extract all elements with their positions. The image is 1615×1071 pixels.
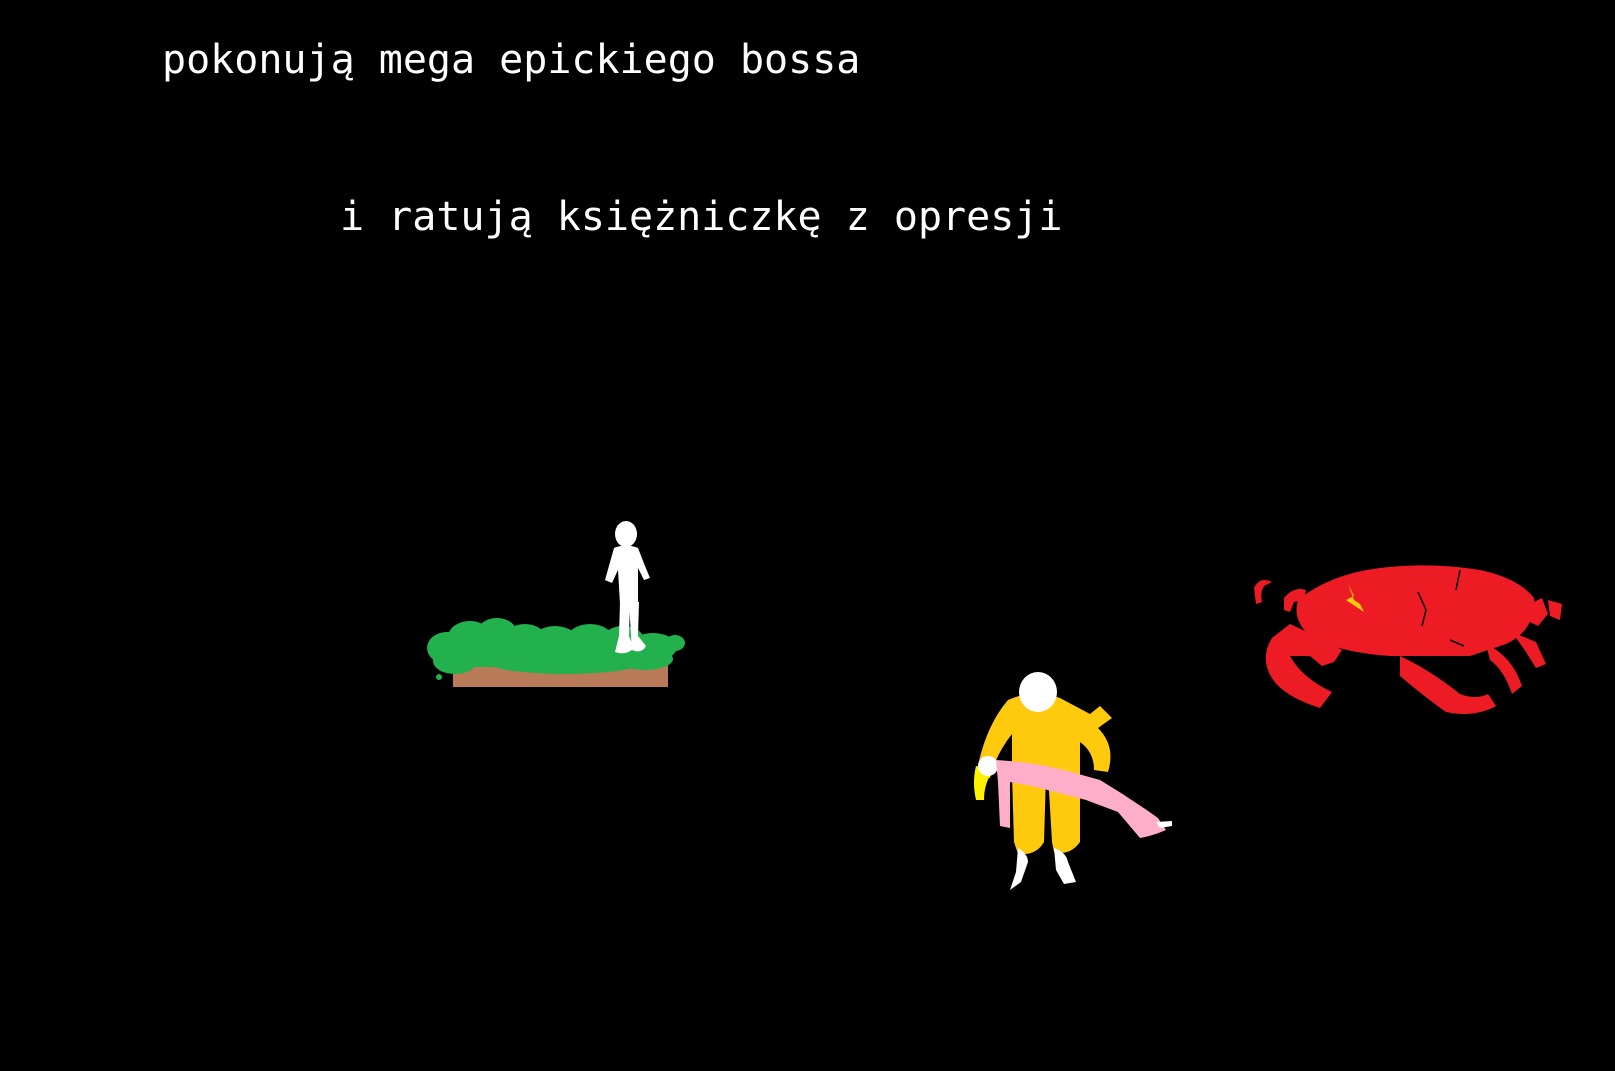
crab-boss-icon: [1250, 560, 1580, 760]
caption-line-1: pokonują mega epickiego bossa: [162, 37, 861, 83]
caption-line-2: i ratują księżniczkę z opresji: [340, 194, 1063, 240]
standing-hero-icon: [598, 518, 658, 658]
yellow-hero-icon: [968, 670, 1218, 905]
